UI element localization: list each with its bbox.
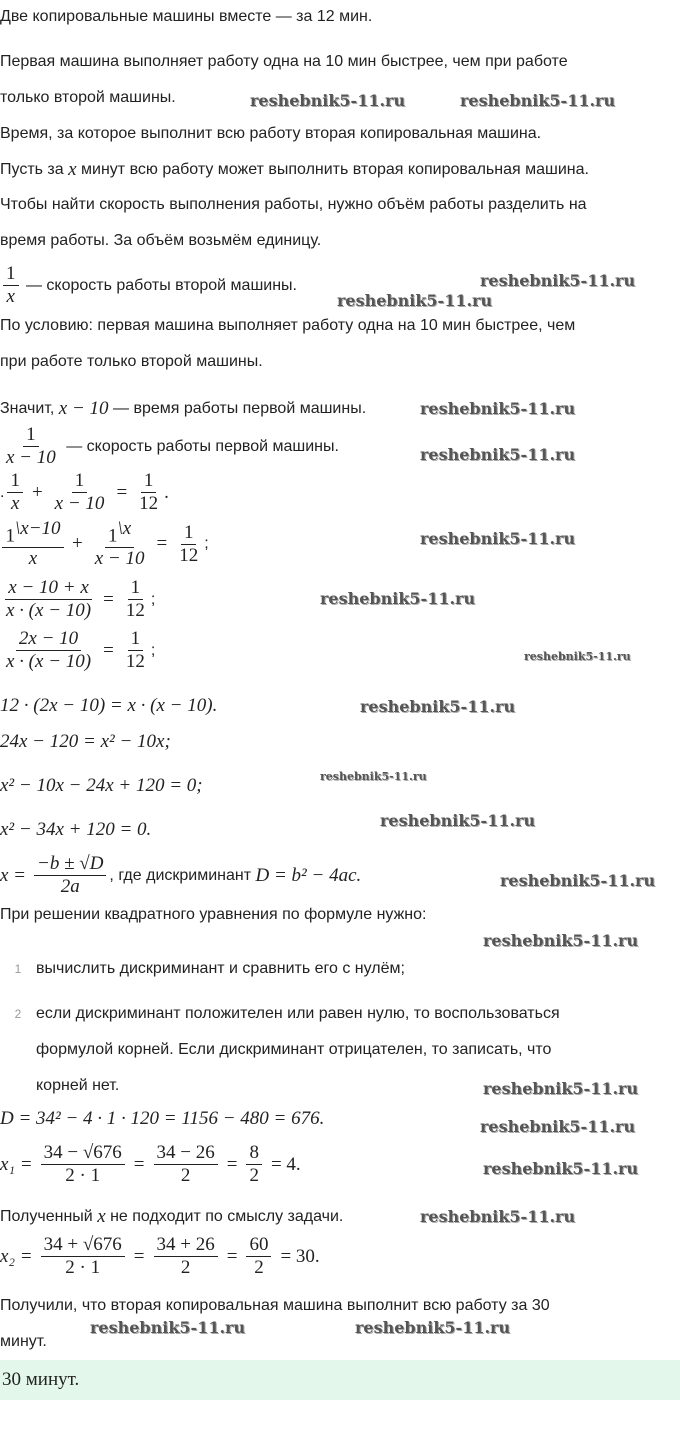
semi: ; [204,535,209,553]
watermark: reshebnik5-11.ru [480,271,636,290]
dot: . [164,481,169,503]
list-number: 1 [14,962,22,976]
math: x − 10 [58,398,109,419]
den: 2 · 1 [65,1257,101,1278]
math: x² − 10x − 24x + 120 = 0; [0,775,203,796]
equation [0,819,151,841]
var: x [97,1206,106,1227]
watermark: reshebnik5-11.ru [320,770,427,783]
text: Значит, [0,400,55,417]
watermark: reshebnik5-11.ru [500,871,656,890]
semi: ; [150,590,156,608]
fraction [41,1234,125,1279]
math: x² − 34x + 120 = 0. [0,819,152,840]
fraction [3,577,94,622]
num: 34 + 26 [154,1234,218,1257]
text: — время работы первой машины. [113,400,367,417]
text-line [0,1333,47,1351]
watermark: reshebnik5-11.ru [480,1117,636,1136]
text-line [0,8,372,26]
math: x₁ = [0,1153,33,1175]
fraction [3,518,63,570]
text: минут. [0,1333,47,1350]
den: 12 [125,600,145,621]
text: корней нет. [36,1077,120,1094]
den: 12 [125,651,145,672]
watermark: reshebnik5-11.ru [483,1159,639,1178]
equation [0,731,171,753]
num: 2x − 10 [16,628,81,651]
den: 2 · 1 [65,1165,101,1186]
annotation: \x [117,518,132,539]
semi: ; [150,641,156,659]
list-item-cont [36,1077,119,1095]
watermark: reshebnik5-11.ru [355,1318,511,1337]
formula-line [0,424,339,469]
op: + [31,481,43,503]
fraction [92,518,148,570]
fraction [136,470,161,515]
equation [0,470,169,515]
num: 1 [23,424,39,447]
op: = [116,481,128,503]
num: −b ± √D [34,853,106,876]
watermark: reshebnik5-11.ru [420,1207,576,1226]
num: 1 [128,628,144,651]
den: x [10,493,20,514]
watermark: reshebnik5-11.ru [524,650,631,663]
fraction [52,470,108,515]
den: x · (x − 10) [6,651,92,672]
fraction [246,1234,271,1279]
annotation: \x−10 [14,518,61,539]
num: 1 [128,577,144,600]
op: = [226,1153,238,1175]
watermark: reshebnik5-11.ru [483,931,639,950]
equation [0,628,155,673]
watermark: reshebnik5-11.ru [460,91,616,110]
var: x [68,159,77,180]
text: , где дискриминант [109,866,252,884]
num: 1 [181,522,197,545]
num: 1 [141,470,157,493]
den: 12 [139,493,159,514]
math: 24x − 120 = x² − 10x; [0,731,171,752]
fraction [154,1142,218,1187]
text-line [0,232,321,250]
num: 1 [7,470,23,493]
equation [0,518,209,570]
list-number: 2 [14,1007,22,1021]
den: x − 10 [54,493,105,514]
den: x [6,286,15,307]
fraction [123,628,148,673]
text-line [0,159,589,181]
list-item [0,960,405,978]
den: 2 [180,1257,191,1278]
text: формулой корней. Если дискриминант отрицателен, то записать, что [36,1041,552,1058]
question: Время, за которое выполнит всю работу вторая копировальная машина. [0,125,542,142]
text: Полученный [0,1208,93,1225]
one: 1 [107,525,118,547]
text: минут всю работу может выполнить вторая копировальная машина. [81,161,589,178]
text-line [0,196,587,214]
num [2,518,63,548]
den: x [28,548,38,570]
math: D = b² − 4ac. [255,864,362,886]
num: 1 [3,263,19,286]
watermark: reshebnik5-11.ru [90,1318,246,1337]
dot: . [0,483,5,501]
op: = [103,588,114,610]
op: = [226,1245,238,1267]
den: 2 [254,1257,264,1278]
list-item [0,1005,560,1023]
fraction [41,1142,125,1187]
equation [0,695,217,717]
equation [0,1234,326,1279]
op: = [103,639,114,661]
text-line [0,53,568,71]
text: — скорость работы второй машины. [25,276,297,294]
op: = [133,1245,145,1267]
math: x₂ = [0,1245,33,1267]
equation [0,1108,324,1130]
num: 34 + √676 [41,1234,125,1257]
watermark: reshebnik5-11.ru [420,529,576,548]
answer: 30 минут. [2,1369,80,1390]
num: 8 [246,1142,262,1165]
math: D = 34² − 4 · 1 · 120 = 1156 − 480 = 676. [0,1108,325,1129]
condition-2: Первая машина выполняет работу одна на 10 мин быстрее, чем при работе [0,53,568,70]
condition-1: Две копировальные машины вместе — за 12 мин. [0,8,373,25]
equation [0,577,155,622]
num: 34 − 26 [154,1142,218,1165]
op: + [72,533,83,555]
num: x − 10 + x [5,577,92,600]
fraction [3,263,19,308]
formula-line [0,263,297,308]
fraction [123,577,148,622]
text: — скорость работы первой машины. [66,437,339,455]
den: x − 10 [94,548,145,570]
op: = [133,1153,145,1175]
fraction [7,470,23,515]
op: = [156,533,168,555]
text: Чтобы найти скорость выполнения работы, нужно объём работы разделить на [0,196,587,213]
text-line [0,398,366,420]
watermark: reshebnik5-11.ru [420,445,576,464]
fraction [154,1234,218,1279]
watermark: reshebnik5-11.ru [420,399,576,418]
den: 2 [249,1165,259,1186]
watermark: reshebnik5-11.ru [320,589,476,608]
watermark: reshebnik5-11.ru [250,91,406,110]
condition-2-cont: только второй машины. [0,89,176,106]
text: При решении квадратного уравнения по формуле нужно: [0,906,427,923]
fraction [34,853,106,898]
text-line [0,906,426,924]
one: 1 [5,525,15,547]
text: По условию: первая машина выполняет работу одна на 10 мин быстрее, чем [0,317,576,334]
text-line [0,317,575,335]
text: Получили, что вторая копировальная машина выполнит всю работу за 30 [0,1297,550,1314]
math: x = [0,864,27,886]
text-line [0,353,263,371]
den: 2a [60,876,80,897]
equation [0,775,203,797]
num: 34 − √676 [41,1142,125,1165]
num: 60 [246,1234,271,1257]
den: 12 [179,544,199,566]
text: при работе только второй машины. [0,353,263,370]
fraction [3,628,94,673]
watermark: reshebnik5-11.ru [483,1079,639,1098]
result: = 4. [270,1153,301,1175]
text-line [0,1297,550,1315]
num [105,518,134,548]
watermark: reshebnik5-11.ru [337,291,493,310]
text: Пусть за [0,161,64,178]
fraction [3,424,59,469]
text-line [0,1206,343,1228]
watermark: reshebnik5-11.ru [360,697,516,716]
formula-line [0,853,361,898]
text: вычислить дискриминант и сравнить его с нулём; [36,960,405,977]
text: если дискриминант положителен или равен нулю, то воспользоваться [36,1005,560,1022]
text-line [0,125,541,143]
watermark: reshebnik5-11.ru [380,811,536,830]
text: время работы. За объём возьмём единицу. [0,232,322,249]
answer-box [0,1360,680,1400]
fraction [246,1142,262,1187]
list-item-cont [36,1041,551,1059]
num: 1 [72,470,88,493]
den: x − 10 [6,447,56,468]
equation [0,1142,307,1187]
den: 2 [180,1165,191,1186]
text-line [0,89,176,107]
text: не подходит по смыслу задачи. [110,1208,344,1225]
fraction [176,522,201,567]
result: = 30. [280,1245,320,1267]
math: 12 · (2x − 10) = x · (x − 10). [0,695,218,716]
den: x · (x − 10) [6,600,92,621]
